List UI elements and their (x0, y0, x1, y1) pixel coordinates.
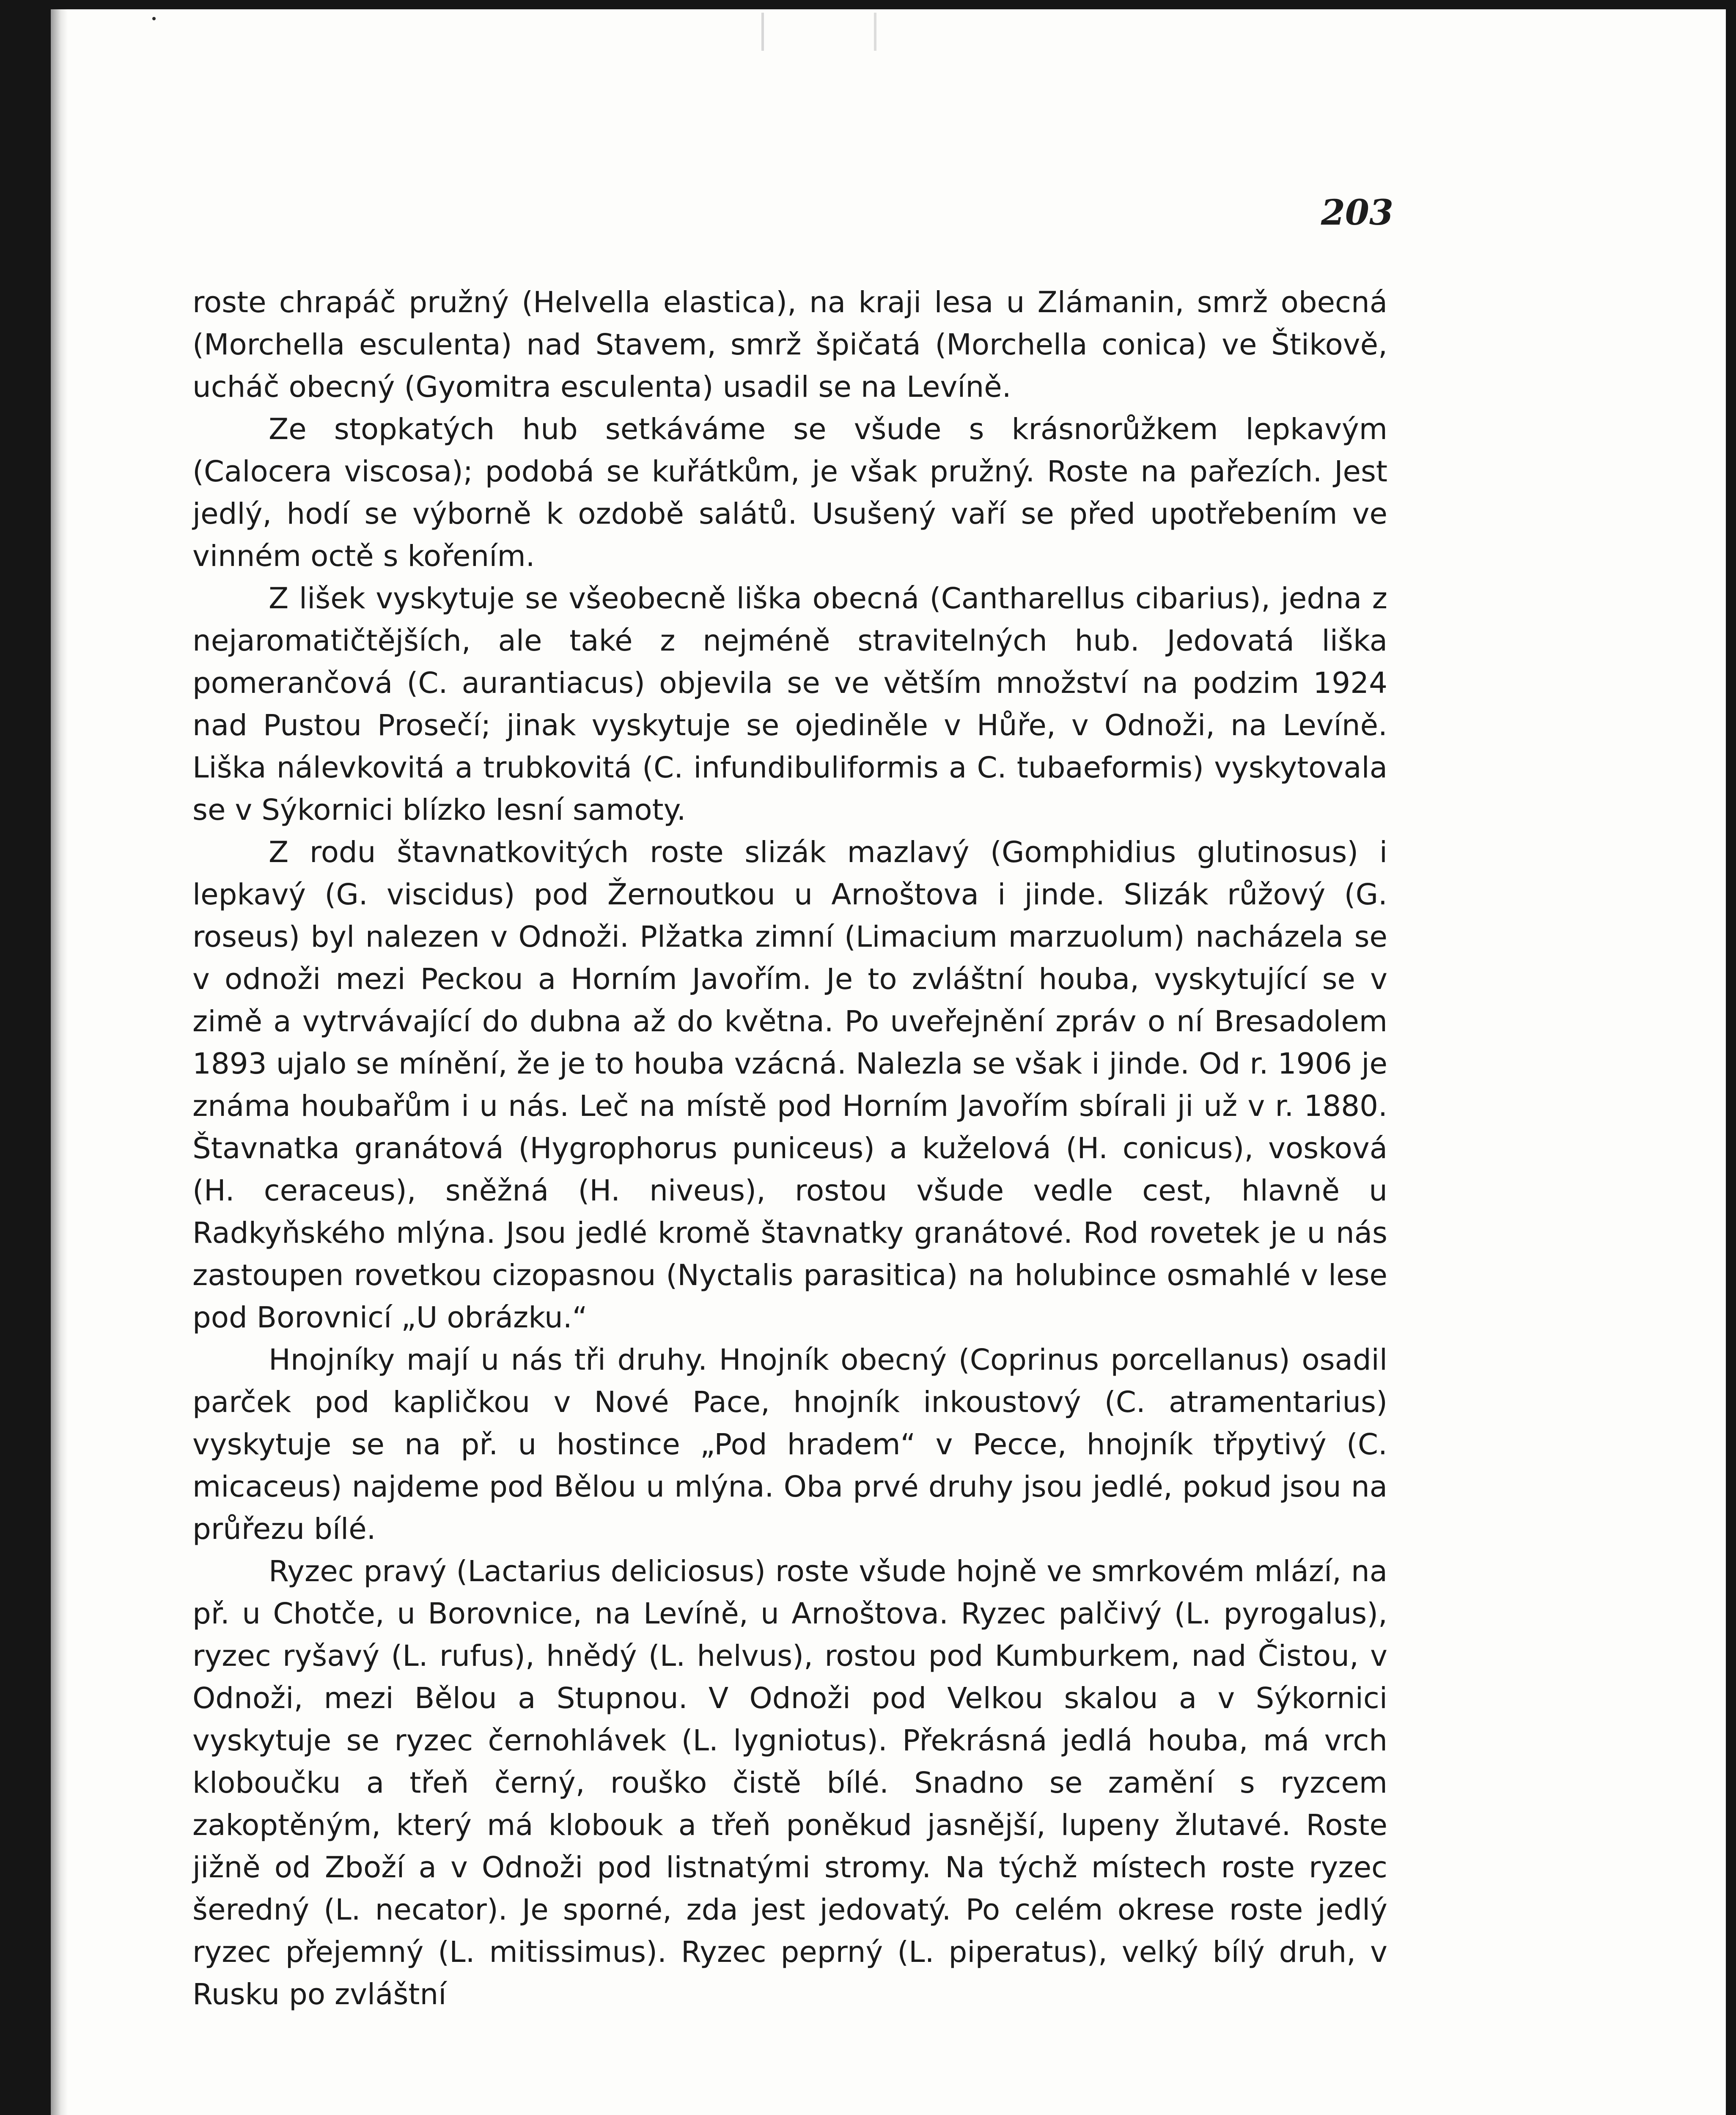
scan-speck (152, 17, 156, 20)
binding-shadow (51, 9, 68, 2115)
paragraph-1: roste chrapáč pružný (Helvella elastica), na kraji lesa u Zlámanin, smrž obecná (Morchella esculenta) nad Stavem, smrž špičatá (Morchella conica) ve Štikově, ucháč obecný (Gyomitra esculenta) usadil se na Levíně. (192, 286, 1387, 404)
paragraph-6: Ryzec pravý (Lactarius deliciosus) roste všude hojně ve smrkovém mlází, na př. u Chotče, u Borovnice, na Levíně, u Arnoštova. Ryzec palčivý (L. pyrogalus), ryzec ryšavý (L. rufus), hnědý (L. helvus), rostou pod Kumburkem, nad Čistou, v Odnoži, mezi Bělou a Stupnou. V Odnoži pod Velkou skalou a v Sýkornici vyskytuje se ryzec černohlávek (L. lygniotus). Překrásná jedlá houba, má vrch kloboučku a třeň černý, rouško čistě bílé. Snadno se zamění s ryzcem zakoptěným, který má klobouk a třeň poněkud jasnější, lupeny žlutavé. Roste jižně od Zboží a v Odnoži pod listnatými stromy. Na týchž místech roste ryzec šeredný (L. necator). Je sporné, zda jest jedovatý. Po celém okrese roste jedlý ryzec přejemný (L. mitissimus). Ryzec peprný (L. piperatus), velký bílý druh, v Rusku po zvláštní (192, 1555, 1387, 2011)
paragraph-2: Ze stopkatých hub setkáváme se všude s krásnorůžkem lepkavým (Calocera viscosa); podobá se kuřátkům, je však pružný. Roste na pařezích. Jest jedlý, hodí se výborně k ozdobě salátů. Usušený vaří se před upotřebením ve vinném octě s kořením. (192, 412, 1387, 573)
scan-artifact-marks (761, 13, 876, 51)
paragraph-4: Z rodu štavnatkovitých roste slizák mazlavý (Gomphidius glutinosus) i lepkavý (G. viscidus) pod Žernoutkou u Arnoštova i jinde. Slizák růžový (G. roseus) byl nalezen v Odnoži. Plžatka zimní (Limacium marzuolum) nacházela se v odnoži mezi Peckou a Horním Javořím. Je to zvláštní houba, vyskytující se v zimě a vytrvávající do dubna až do května. Po uveřejnění zpráv o ní Bresadolem 1893 ujalo se mínění, že je to houba vzácná. Nalezla se však i jinde. Od r. 1906 je známa houbařům i u nás. Leč na místě pod Horním Javořím sbírali ji už v r. 1880. Štavnatka granátová (Hygrophorus puniceus) a kuželová (H. conicus), vosková (H. ceraceus), sněžná (H. niveus), rostou všude vedle cest, hlavně u Radkyňského mlýna. Jsou jedlé kromě štavnatky granátové. Rod rovetek je u nás zastoupen rovetkou cizopasnou (Nyctalis parasitica) na holubince osmahlé v lese pod Borovnicí „U obrázku.“ (192, 835, 1387, 1335)
page-number: 203 (1321, 192, 1393, 233)
paragraph-3: Z lišek vyskytuje se všeobecně liška obecná (Cantharellus cibarius), jedna z nejaromatičtějších, ale také z nejméně stravitelných hub. Jedovatá liška pomerančová (C. aurantiacus) objevila se ve větším množství na podzim 1924 nad Pustou Prosečí; jinak vyskytuje se ojediněle v Hůře, v Odnoži, na Levíně. Liška nálevkovitá a trubkovitá (C. infundibuliformis a C. tubaeformis) vyskytovala se v Sýkornici blízko lesní samoty. (192, 582, 1387, 827)
paragraph-5: Hnojníky mají u nás tři druhy. Hnojník obecný (Coprinus porcellanus) osadil parček pod kapličkou v Nové Pace, hnojník inkoustový (C. atramentarius) vyskytuje se na př. u hostince „Pod hradem“ v Pecce, hnojník třpytivý (C. micaceus) najdeme pod Bělou u mlýna. Oba prvé druhy jsou jedlé, pokud jsou na průřezu bílé. (192, 1343, 1387, 1546)
body-text (192, 281, 1387, 2016)
